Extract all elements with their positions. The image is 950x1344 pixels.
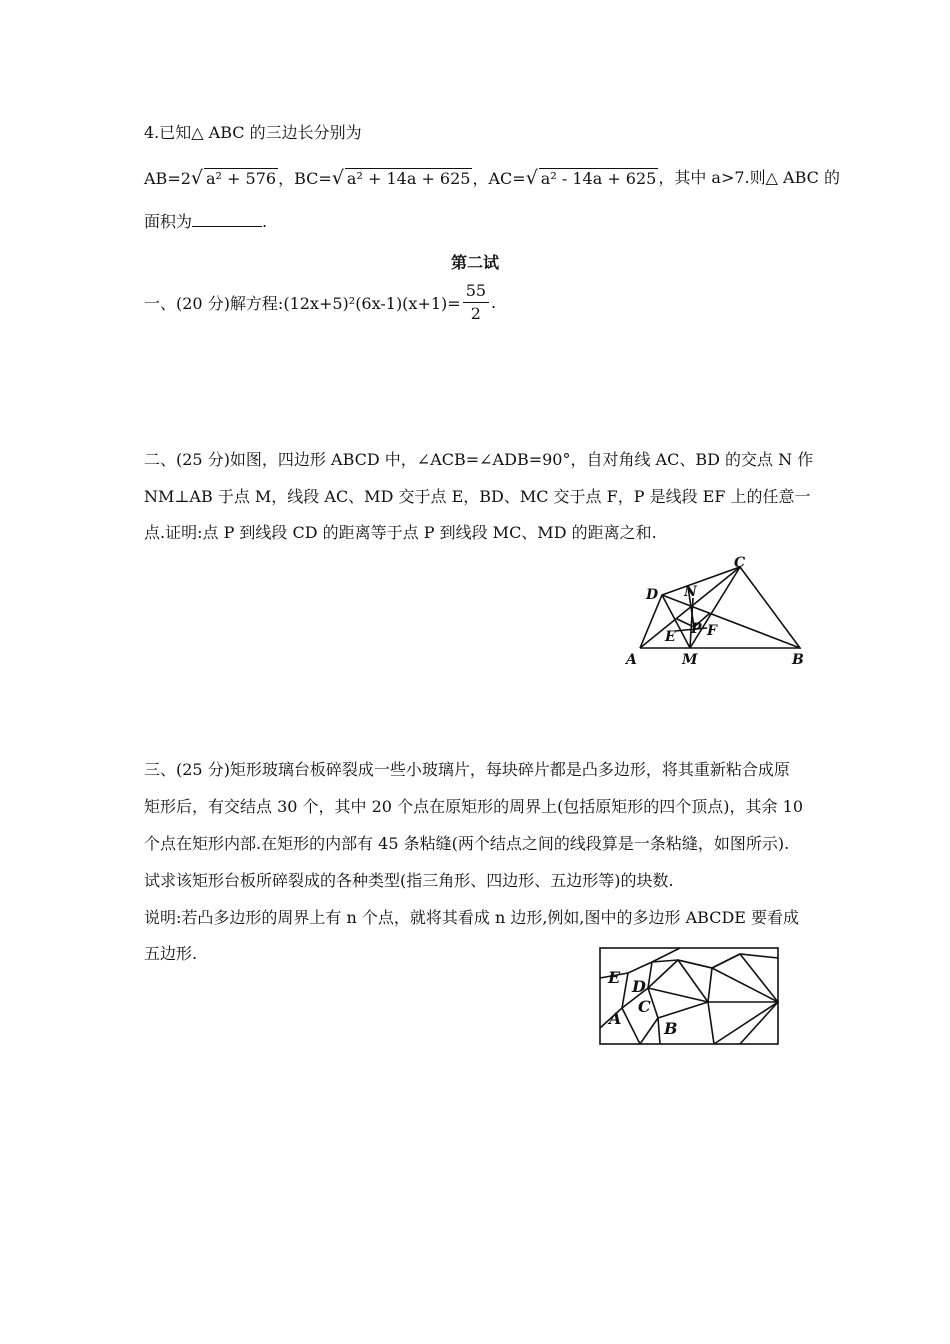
problem-2-line1: 二、(25 分)如图，四边形 ABCD 中，∠ACB=∠ADB=90°，自对角线 AC、BD 的交点 N 作 [144,450,814,469]
label-a: A [609,1009,622,1028]
problem-3-line3: 个点在矩形内部.在矩形的内部有 45 条粘缝(两个结点之间的线段算是一条粘缝，如图所示). [144,834,790,853]
sqrt-icon: √ [331,167,344,189]
label-n: N [684,584,697,600]
problem-2-line2: NM⊥AB 于点 M，线段 AC、MD 交于点 E，BD、MC 交于点 F，P 是线段 EF 上的任意一 [144,487,811,506]
q4-ab: AB=2√ a² + 576 [144,167,277,189]
crack-15 [712,954,740,968]
glass-rectangle-figure [590,940,790,1050]
label-c: C [734,555,746,571]
crack-13 [714,954,778,1044]
problem-3-line1: 三、(25 分)矩形玻璃台板碎裂成一些小玻璃片，每块碎片都是凸多边形，将其重新粘合成原 [144,760,790,779]
problem-2-line3: 点.证明:点 P 到线段 CD 的距离等于点 P 到线段 MC、MD 的距离之和. [144,523,657,542]
problem-3-note1: 说明:若凸多边形的周界上有 n 个点，就将其看成 n 边形,例如,图中的多边形 ABCDE 要看成 [144,908,800,927]
label-b: B [792,652,804,668]
label-e: E [665,629,676,645]
crack-6 [658,1018,660,1044]
label-a: A [626,652,637,668]
q4-intro: 4.已知△ ABC 的三边长分别为 [144,123,362,142]
q4-ac: ，AC=√ a² - 14a + 625 [472,167,657,189]
crack-12 [708,968,778,1002]
problem-1: 一、(20 分)解方程:(12x+5)²(6x-1)(x+1)= $\frac{55}{2}$ . [144,281,497,323]
q4-tail: ，其中 a>7.则△ ABC 的 [658,168,840,187]
label-d: D [646,587,659,603]
fraction: $\frac{55}{2}$ [463,280,489,325]
problem-3-line4: 试求该矩形台板所碎裂成的各种类型(指三角形、四边形、五边形等)的块数. [144,871,674,890]
problem-3-line2: 矩形后，有交结点 30 个，其中 20 个点在原矩形的周界上(包括原矩形的四个顶点)，其余 10 [144,797,803,816]
q4-line3: 面积为 . [144,212,268,231]
label-e: E [608,968,621,987]
label-c: C [638,997,651,1016]
answer-blank [192,212,262,227]
label-m: M [682,652,698,668]
quadrilateral-figure [620,555,820,670]
label-f: F [707,623,717,639]
label-p: P [691,621,702,637]
sqrt-icon: √ [190,167,204,189]
q4-sides-line [144,167,840,189]
label-d: D [632,977,646,996]
q4-bc: ，BC=√ a² + 14a + 625 [278,167,471,189]
section-title: 第二试 [450,253,499,272]
crack-8 [648,960,678,988]
sqrt-icon: √ [525,167,538,189]
quad-outline [640,567,800,648]
label-b: B [664,1019,678,1038]
problem-3-note2: 五边形. [144,944,198,963]
